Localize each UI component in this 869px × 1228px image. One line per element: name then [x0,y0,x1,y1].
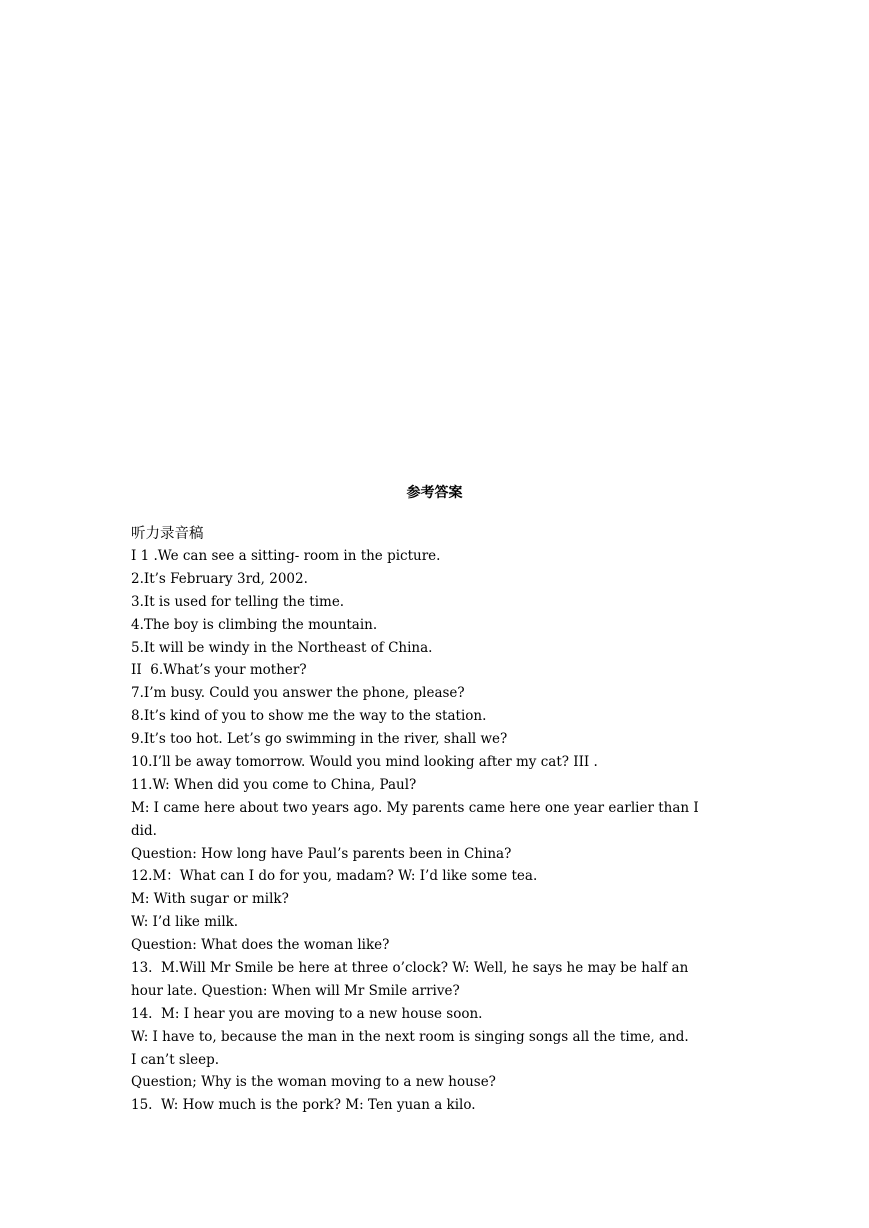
transcript-line: 8.It’s kind of you to show me the way to the station. [131,708,487,725]
transcript-line: Question: How long have Paul’s parents been in China? [131,845,512,862]
section-heading: 听力录音稿 [131,526,204,542]
transcript-line: I can’t sleep. [131,1051,220,1068]
transcript-line: did. [131,822,157,839]
document-title: 参考答案 [406,485,463,501]
transcript-line: 15. W: How much is the pork? M: Ten yuan a kilo. [131,1097,476,1114]
transcript-line: 5.It will be windy in the Northeast of China. [131,639,433,656]
transcript-line: Question: What does the woman like? [131,937,390,954]
transcript-line: 2.It’s February 3rd, 2002. [131,570,308,587]
transcript-body [131,545,741,1117]
transcript-line: 10.I’ll be away tomorrow. Would you mind looking after my cat? III . [131,754,598,771]
transcript-line: II 6.What’s your mother? [131,662,307,679]
transcript-line: I 1 .We can see a sitting- room in the picture. [131,548,441,564]
transcript-line: M: With sugar or milk? [131,891,289,908]
transcript-line: 3.It is used for telling the time. [131,593,345,610]
transcript-line: 13. M.Will Mr Smile be here at three o’clock? W: Well, he says he may be half an [131,960,689,977]
transcript-line: 11.W: When did you come to China, Paul? [131,776,417,793]
transcript-line: 4.The boy is climbing the mountain. [131,616,378,633]
transcript-line: 7.I’m busy. Could you answer the phone, please? [131,685,465,702]
transcript-line: W: I have to, because the man in the next room is singing songs all the time, and. [131,1028,689,1045]
transcript-line: hour late. Question: When will Mr Smile arrive? [131,982,460,999]
transcript-line: W: I’d like milk. [131,914,239,931]
transcript-line: Question; Why is the woman moving to a new house? [131,1074,496,1091]
transcript-line: 9.It’s too hot. Let’s go swimming in the river, shall we? [131,731,508,748]
transcript-line: 12.M：What can I do for you, madam? W: I’d like some tea. [131,868,538,885]
transcript-line: M: I came here about two years ago. My parents came here one year earlier than I [131,799,699,816]
transcript-line: 14. M: I hear you are moving to a new house soon. [131,1005,483,1022]
